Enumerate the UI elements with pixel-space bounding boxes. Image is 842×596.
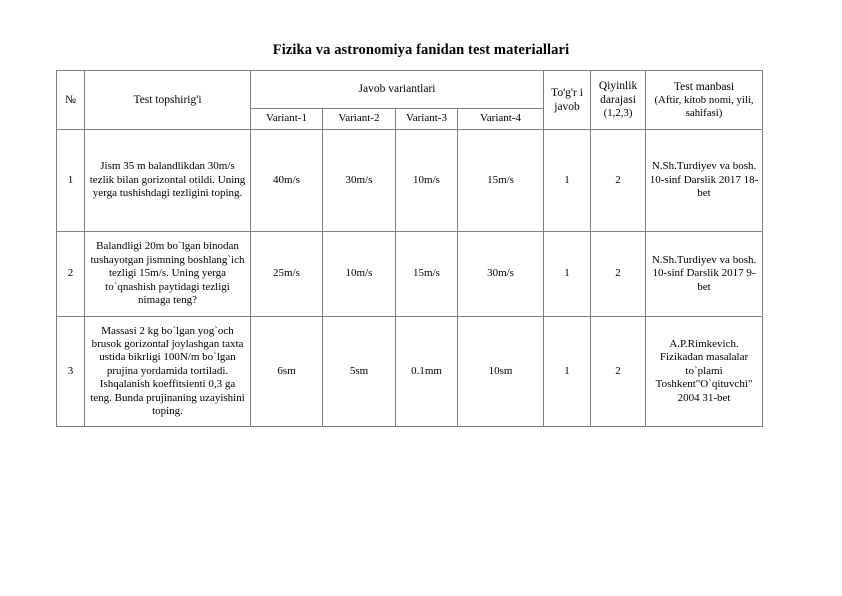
header-answers-group: Javob variantlari	[251, 71, 544, 109]
row-variant-1: 25m/s	[251, 232, 323, 317]
row-correct-answer: 1	[544, 130, 591, 232]
row-variant-2: 30m/s	[323, 130, 396, 232]
header-difficulty-label: Qiyinlik darajasi	[598, 80, 638, 107]
row-task: Massasi 2 kg bo`lgan yog`och brusok gorizontal joylashgan taxta ustida bikrligi 100N/m bo`lgan prujina yordamida tortiladi. Ishqalanish koeffitsienti 0,3 ga teng. Bunda prujinaning uzayishini toping.	[85, 317, 251, 427]
test-materials-table	[56, 70, 763, 427]
table-row	[57, 232, 763, 317]
row-task: Jism 35 m balandlikdan 30m/s tezlik bilan gorizontal otildi. Uning yerga tushishdagi tezligini toping.	[85, 130, 251, 232]
header-number: №	[57, 71, 85, 130]
header-source	[646, 71, 763, 130]
header-variant-2: Variant-2	[323, 109, 396, 130]
row-variant-3: 0.1mm	[396, 317, 458, 427]
row-number: 3	[57, 317, 85, 427]
header-source-sub: (Aftir, kitob nomi, yili, sahifasi)	[654, 93, 754, 119]
row-task: Balandligi 20m bo`lgan binodan tushayotgan jismning boshlang`ich tezligi 15m/s. Uning yerga to`qnashish paytidagi tezligi nimaga teng?	[85, 232, 251, 317]
header-correct-answer: To'g'r i javob	[544, 71, 591, 130]
header-difficulty	[591, 71, 646, 130]
row-number: 2	[57, 232, 85, 317]
row-variant-4: 30m/s	[458, 232, 544, 317]
row-source: A.P.Rimkevich. Fizikadan masalalar to`plami Toshkent"O`qituvchi" 2004 31-bet	[646, 317, 763, 427]
row-difficulty: 2	[591, 317, 646, 427]
row-number: 1	[57, 130, 85, 232]
row-variant-2: 5sm	[323, 317, 396, 427]
row-difficulty: 2	[591, 232, 646, 317]
header-difficulty-sub: (1,2,3)	[603, 107, 633, 120]
row-correct-answer: 1	[544, 232, 591, 317]
row-variant-1: 40m/s	[251, 130, 323, 232]
table-row	[57, 130, 763, 232]
table-row	[57, 317, 763, 427]
row-variant-4: 15m/s	[458, 130, 544, 232]
page-title: Fizika va astronomiya fanidan test materiallari	[272, 42, 570, 58]
row-variant-3: 10m/s	[396, 130, 458, 232]
row-source: N.Sh.Turdiyev va bosh. 10-sinf Darslik 2017 18-bet	[646, 130, 763, 232]
row-variant-2: 10m/s	[323, 232, 396, 317]
header-task: Test topshirig'i	[85, 71, 251, 130]
table-body	[57, 130, 763, 427]
header-source-label: Test manbasi	[673, 80, 735, 93]
header-variant-4: Variant-4	[458, 109, 544, 130]
row-variant-4: 10sm	[458, 317, 544, 427]
row-source: N.Sh.Turdiyev va bosh. 10-sinf Darslik 2017 9-bet	[646, 232, 763, 317]
row-correct-answer: 1	[544, 317, 591, 427]
header-variant-3: Variant-3	[396, 109, 458, 130]
header-variant-1: Variant-1	[251, 109, 323, 130]
row-difficulty: 2	[591, 130, 646, 232]
row-variant-1: 6sm	[251, 317, 323, 427]
row-variant-3: 15m/s	[396, 232, 458, 317]
table-header	[57, 71, 763, 130]
